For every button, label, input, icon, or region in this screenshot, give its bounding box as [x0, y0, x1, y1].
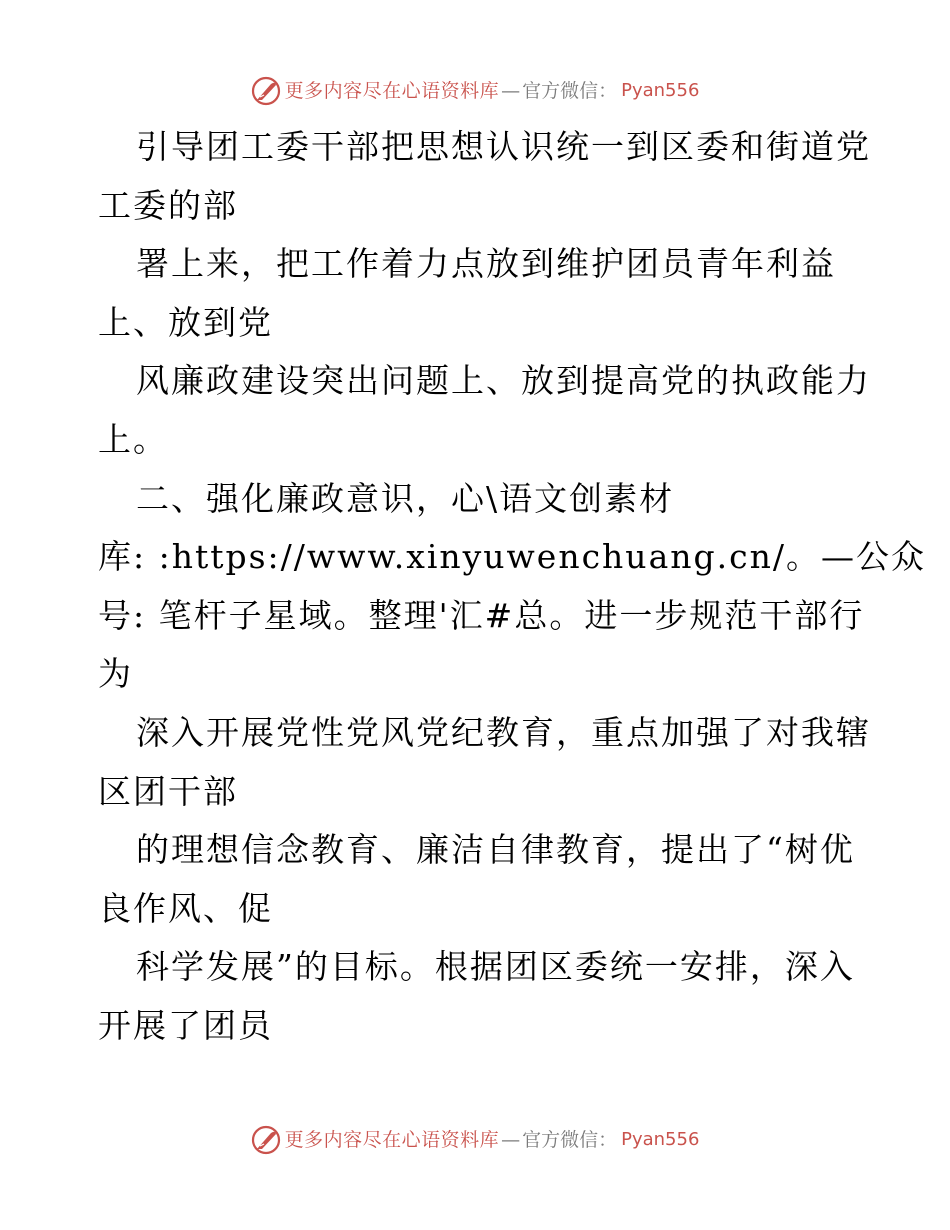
text-line: 署上来，把工作着力点放到维护团员青年利益 — [136, 244, 836, 284]
banner-main-text: 更多内容尽在心语资料库 — [284, 1129, 500, 1151]
text-line: 工委的部 — [98, 185, 238, 225]
header-banner — [0, 75, 950, 107]
text-line: 开展了团员 — [98, 1005, 273, 1045]
text-line: 引导团工委干部把思想认识统一到区委和街道党 — [136, 127, 871, 166]
text-line: 科学发展”的目标。根据团区委统一安排，深入 — [136, 947, 855, 987]
section-heading: 二、强化廉政意识，心\语文创素材 — [136, 478, 675, 518]
text-line: 良作风、促 — [98, 888, 273, 928]
text-line: 库: :https://www.xinyuwenchuang.cn/。—公众 — [98, 537, 926, 577]
text-line: 区团干部 — [98, 771, 238, 811]
text-line: 号: 笔杆子星域。整理'汇#总。进一步规范干部行 — [98, 595, 865, 635]
banner-wechat-label: 官方微信： — [522, 1129, 618, 1151]
document-body — [98, 118, 926, 1056]
text-line: 风廉政建设突出问题上、放到提高党的执政能力 — [136, 361, 871, 401]
banner-separator: — — [501, 80, 521, 102]
banner-wechat-label: 官方微信： — [522, 80, 618, 102]
text-line: 深入开展党性党风党纪教育，重点加强了对我辖 — [136, 712, 871, 752]
footer-banner — [0, 1124, 950, 1156]
text-line: 的理想信念教育、廉洁自律教育，提出了“树优 — [136, 830, 855, 870]
banner-separator: — — [501, 1129, 521, 1151]
text-line: 上。 — [98, 419, 168, 459]
quill-pen-logo-icon — [251, 1125, 281, 1155]
banner-main-text: 更多内容尽在心语资料库 — [284, 80, 500, 102]
text-line: 上、放到党 — [98, 302, 273, 342]
text-line: 为 — [98, 654, 133, 694]
banner-wechat-id: Pyan556 — [621, 1129, 700, 1150]
banner-wechat-id: Pyan556 — [621, 80, 700, 101]
quill-pen-logo-icon — [251, 76, 281, 106]
